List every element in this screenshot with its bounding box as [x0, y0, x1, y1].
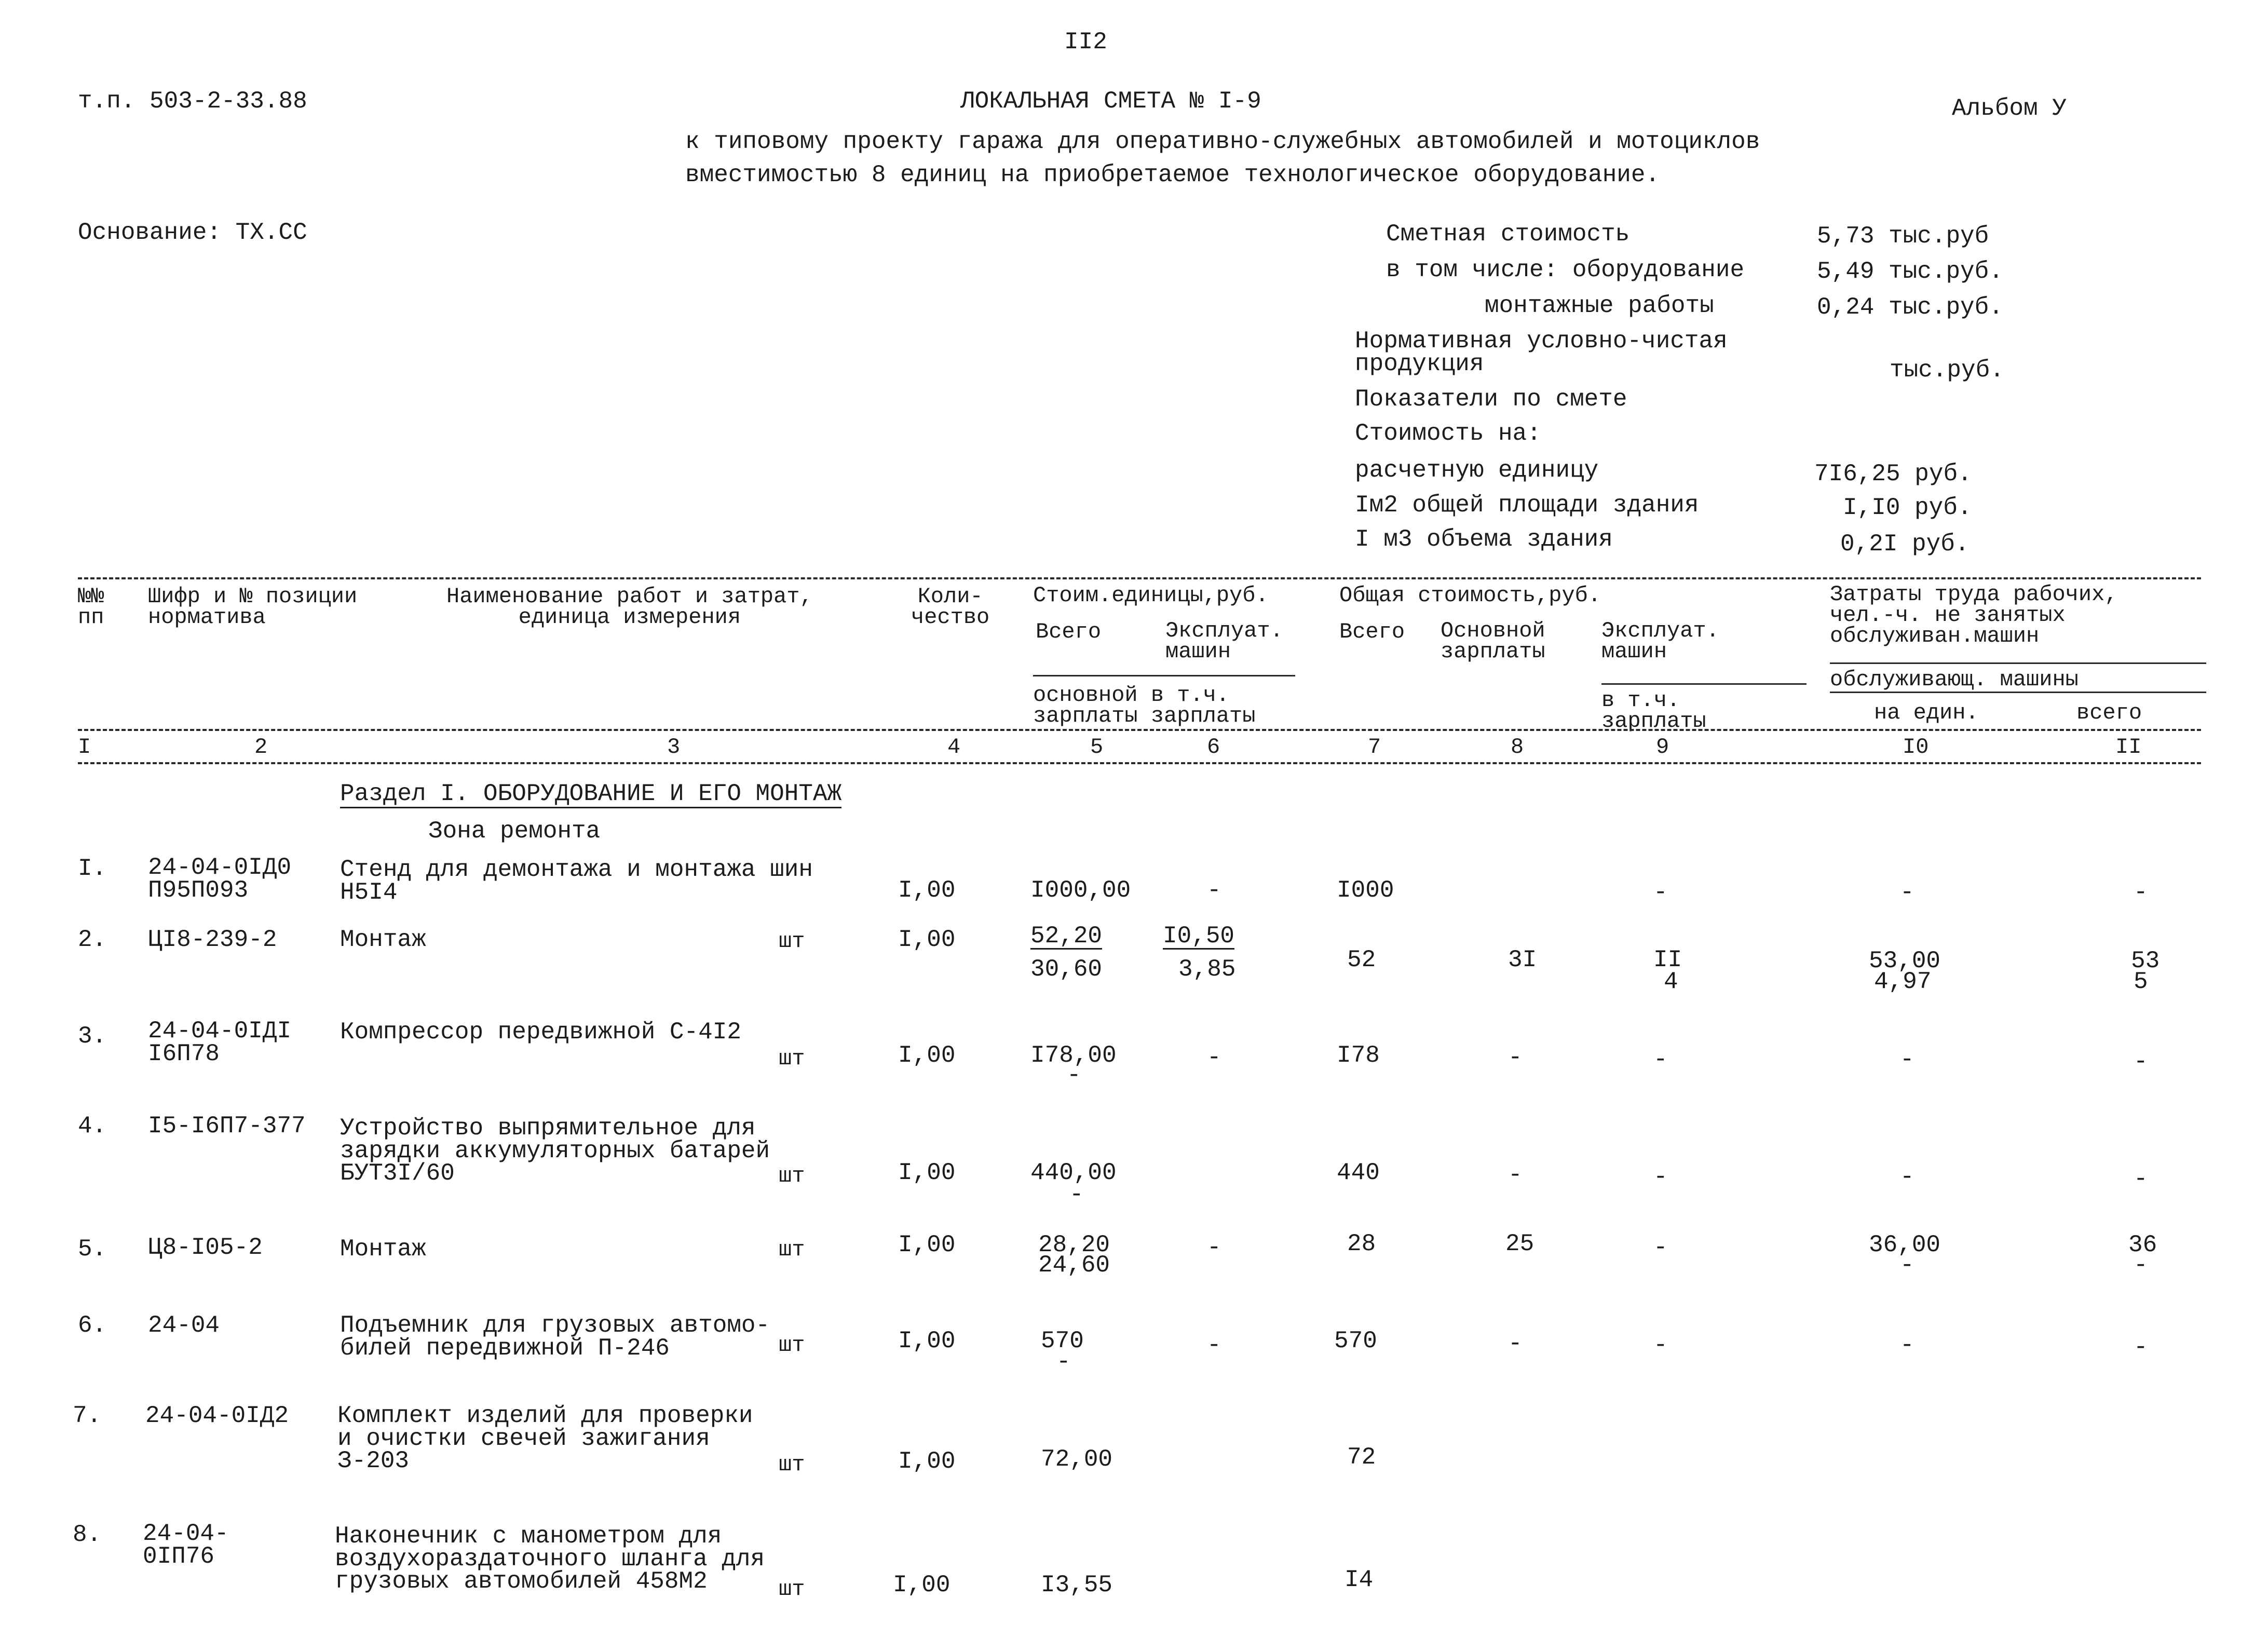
col-header-num: №№ пп	[78, 584, 104, 630]
row-code: 24-04	[148, 1312, 220, 1339]
row-unit-total: 52,20	[1030, 923, 1103, 950]
col-number: 2	[254, 735, 268, 760]
row-total: 440	[1337, 1159, 1380, 1186]
col-number: I0	[1903, 735, 1929, 760]
row-basic-wages: -	[1508, 1330, 1523, 1357]
col-header-qty: Коли- чество	[911, 584, 990, 630]
row-name: Наконечник с манометром для воздухораздаточного шланга для грузовых автомобилей 458М2	[335, 1523, 765, 1595]
row-code: Ц8-I05-2	[148, 1234, 263, 1261]
col-number: 9	[1656, 735, 1669, 760]
row-labor-total-2: 5	[2134, 968, 2148, 995]
row-labor-unit: -	[1900, 1163, 1914, 1190]
row-unit-total: I78,00	[1030, 1042, 1117, 1069]
col-number: 6	[1207, 735, 1220, 760]
cost-label: Сметная стоимость	[1386, 221, 1630, 248]
row-labor-unit: 36,00	[1869, 1231, 1941, 1258]
section-title: Раздел I. ОБОРУДОВАНИЕ И ЕГО МОНТАЖ	[340, 780, 842, 807]
row-unit: шт	[779, 929, 805, 954]
row-qty: I,00	[898, 877, 956, 904]
row-basic-wages: -	[1508, 1044, 1523, 1071]
row-unit-total: 72,00	[1041, 1446, 1113, 1473]
row-name: Монтаж	[340, 926, 426, 953]
col-header-total: Всего	[1339, 619, 1405, 644]
row-total: 570	[1334, 1328, 1377, 1355]
labor-rule-1	[1830, 662, 2206, 664]
row-unit-machines: -	[1207, 1332, 1221, 1359]
row-labor-total: -	[2134, 879, 2148, 906]
col-number: 4	[947, 735, 961, 760]
row-code: I5-I6П7-377	[148, 1113, 306, 1140]
row-qty: I,00	[893, 1572, 950, 1599]
row-total: I4	[1344, 1566, 1374, 1593]
row-labor-total: -	[2134, 1334, 2148, 1361]
row-qty: I,00	[898, 1328, 956, 1355]
col-header-unit-machines: Эксплуат. машин	[1165, 618, 1283, 664]
col-header-unit-cost: Стоим.единицы,руб.	[1033, 583, 1269, 608]
row-unit-wages: -	[1067, 1062, 1081, 1089]
col-header-unit-wages: основной в т.ч. зарплаты зарплаты	[1033, 683, 1256, 728]
col-header-code: Шифр и № позиции норматива	[148, 584, 358, 630]
row-number: I.	[78, 855, 107, 882]
header-bottom-rule	[78, 729, 2201, 731]
row-total-machines: -	[1653, 1332, 1668, 1359]
row-labor-total: 36	[2128, 1231, 2157, 1258]
col-header-labor: Затраты труда рабочих, чел.-ч. не занятых обслуживан.машин	[1830, 582, 2118, 648]
col-header-labor-unit: на един.	[1874, 700, 1979, 725]
col-header-total-cost: Общая стоимость,руб.	[1339, 583, 1601, 608]
row-name: Монтаж	[340, 1236, 426, 1263]
row-labor-total: 53	[2131, 947, 2160, 974]
row-labor-unit: -	[1900, 879, 1914, 906]
col-number: 5	[1090, 735, 1104, 760]
row-total-machines: -	[1653, 1234, 1668, 1261]
row-unit-wages: -	[1069, 1181, 1084, 1208]
equipment-label: в том числе: оборудование	[1386, 256, 1745, 283]
row-unit-total: 440,00	[1030, 1159, 1117, 1186]
row-total: 72	[1347, 1444, 1376, 1471]
row-total-machines: II	[1653, 946, 1682, 973]
row-labor-total: -	[2134, 1048, 2148, 1075]
row-code: ЦI8-239-2	[148, 926, 277, 953]
row-number: 3.	[78, 1023, 107, 1050]
row-unit-total: 28,20	[1038, 1231, 1110, 1258]
row-labor-unit: -	[1900, 1046, 1914, 1073]
row-number: 8.	[73, 1521, 102, 1548]
row-name: Компрессор передвижной С-4I2	[340, 1019, 741, 1046]
row-labor-unit-2: -	[1900, 1252, 1914, 1279]
project-ref: т.п. 503-2-33.88	[78, 88, 307, 115]
col-number: 7	[1368, 735, 1381, 760]
col-header-labor-service: обслуживающ. машины	[1830, 667, 2079, 692]
col-header-basic-wages: Основной зарплаты	[1441, 618, 1545, 664]
row-name: Устройство выпрямительное для зарядки аккумуляторных батарей БУТ3I/60	[340, 1115, 770, 1187]
total-machines-rule	[1601, 683, 1807, 685]
row-qty: I,00	[898, 1448, 956, 1475]
npp-value: тыс.руб.	[1890, 357, 2004, 384]
page-number: II2	[1064, 29, 1107, 56]
col-header-name: Наименование работ и затрат, единица измерения	[446, 584, 813, 630]
subsection-title: Зона ремонта	[428, 818, 601, 845]
cost-value: 5,73 тыс.руб	[1817, 223, 1989, 250]
row-name: Подъемник для грузовых автомо- билей передвижной П-246	[340, 1312, 770, 1362]
row-unit-wages: 30,60	[1030, 956, 1103, 983]
labor-rule-2	[1830, 692, 2206, 693]
m3-cost-value: 0,2I руб.	[1840, 531, 1970, 558]
unit-cost-label: расчетную единицу	[1355, 457, 1599, 484]
row-unit-machines: -	[1207, 1234, 1221, 1261]
row-basic-wages: 3I	[1508, 946, 1537, 973]
cost-on-label: Стоимость на:	[1355, 420, 1541, 447]
row-unit-machines: -	[1207, 1044, 1221, 1071]
row-code: 24-04-0IД0 П95П093	[148, 854, 292, 904]
row-unit: шт	[779, 1046, 805, 1071]
col-header-total-machines: Эксплуат. машин	[1601, 618, 1719, 664]
row-unit-wages: 24,60	[1038, 1252, 1110, 1279]
unit-cost-value: 7I6,25 руб.	[1814, 461, 1972, 488]
row-labor-unit: 53,00	[1869, 947, 1941, 974]
row-total: 52	[1347, 946, 1376, 973]
row-unit-machines-wages: 3,85	[1178, 956, 1236, 983]
col-header-total-wages: в т.ч. зарплаты	[1601, 688, 1706, 734]
row-number: 6.	[78, 1312, 107, 1339]
row-unit: шт	[779, 1237, 805, 1262]
row-unit: шт	[779, 1452, 805, 1477]
row-qty: I,00	[898, 1231, 956, 1258]
basis-label: Основание: ТХ.СС	[78, 219, 307, 246]
row-total-machines: -	[1653, 1046, 1668, 1073]
row-labor-total-2: -	[2134, 1252, 2148, 1279]
install-label: монтажные работы	[1485, 292, 1714, 319]
album-label: Альбом У	[1952, 95, 2067, 122]
equipment-value: 5,49 тыс.руб.	[1817, 258, 2003, 285]
row-code: 24-04- 0IП76	[143, 1520, 229, 1570]
row-unit: шт	[779, 1577, 805, 1602]
row-total: 28	[1347, 1230, 1376, 1257]
row-qty: I,00	[898, 926, 956, 953]
document-title: ЛОКАЛЬНАЯ СМЕТА № I-9	[960, 88, 1261, 115]
unit-cost-rule	[1033, 675, 1295, 676]
row-total-machines: -	[1653, 1163, 1668, 1190]
col-numbers-rule	[78, 762, 2201, 764]
row-labor-unit: -	[1900, 1332, 1914, 1359]
row-name: Комплект изделий для проверки и очистки свечей зажигания З-203	[337, 1402, 753, 1475]
indicators-label: Показатели по смете	[1355, 386, 1627, 413]
row-unit-total: I3,55	[1041, 1572, 1113, 1599]
row-qty: I,00	[898, 1042, 956, 1069]
subtitle-line-2: вместимостью 8 единиц на приобретаемое технологическое оборудование.	[685, 161, 1660, 188]
row-number: 2.	[78, 926, 107, 953]
row-total: I000	[1337, 877, 1394, 904]
row-unit: шт	[779, 1163, 805, 1188]
m3-cost-label: I м3 объема здания	[1355, 526, 1613, 553]
row-total: I78	[1337, 1042, 1380, 1069]
row-code: 24-04-0IД2	[145, 1402, 289, 1429]
npp-label: Нормативная условно-чистая продукция	[1355, 328, 1728, 377]
table-top-rule	[78, 577, 2201, 579]
col-number: 8	[1511, 735, 1524, 760]
subtitle-line-1: к типовому проекту гаража для оперативно-служебных автомобилей и мотоциклов	[685, 128, 1760, 155]
row-unit-machines: I0,50	[1163, 923, 1235, 950]
row-code: 24-04-0IДI I6П78	[148, 1018, 292, 1067]
row-basic-wages: -	[1508, 1161, 1523, 1188]
row-qty: I,00	[898, 1159, 956, 1186]
row-unit-wages: -	[1056, 1348, 1071, 1375]
col-header-unit-total: Всего	[1036, 619, 1102, 644]
row-total-machines-wages: 4	[1664, 968, 1678, 995]
row-unit: шт	[779, 1333, 805, 1358]
row-labor-total: -	[2134, 1166, 2148, 1193]
m2-cost-value: I,I0 руб.	[1843, 494, 1972, 521]
row-number: 4.	[78, 1113, 107, 1140]
row-name: Стенд для демонтажа и монтажа шин Н5I4	[340, 856, 813, 906]
row-total-machines: -	[1653, 879, 1668, 906]
col-header-labor-all: всего	[2076, 700, 2142, 725]
row-unit-total: 570	[1041, 1328, 1084, 1355]
row-number: 5.	[78, 1236, 107, 1263]
install-value: 0,24 тыс.руб.	[1817, 294, 2003, 321]
col-number: II	[2115, 735, 2142, 760]
m2-cost-label: Iм2 общей площади здания	[1355, 492, 1699, 519]
row-unit-machines: -	[1207, 877, 1221, 904]
row-basic-wages: 25	[1505, 1230, 1534, 1257]
row-unit-total: I000,00	[1030, 877, 1131, 904]
col-number: 3	[667, 735, 681, 760]
col-number: I	[78, 735, 91, 760]
row-number: 7.	[73, 1402, 102, 1429]
row-labor-unit-2: 4,97	[1874, 968, 1932, 995]
